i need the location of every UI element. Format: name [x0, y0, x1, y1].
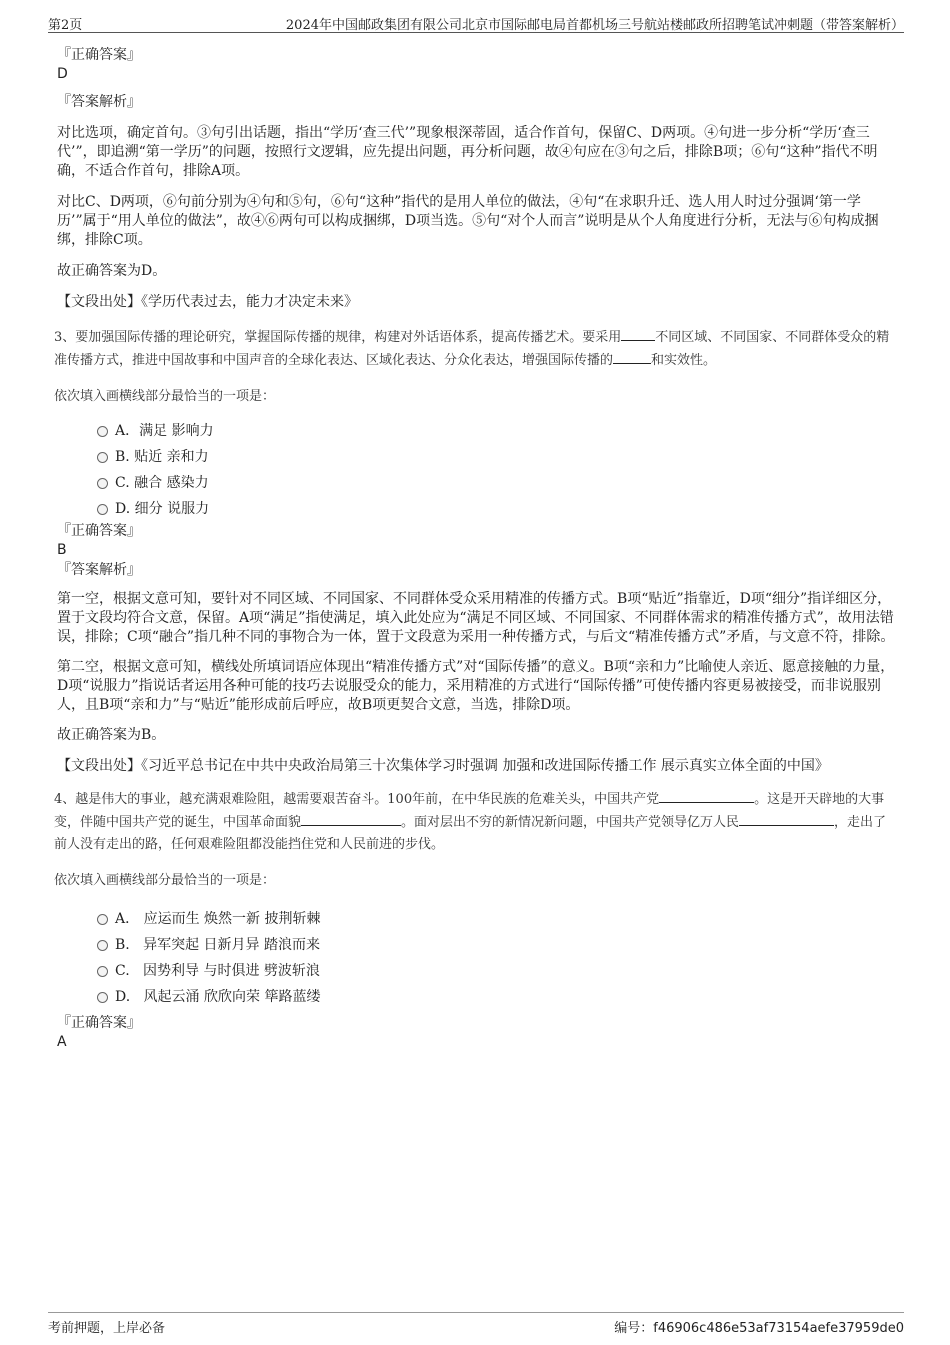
option-text: 因势利导 与时俱进 劈波斩浪	[143, 963, 320, 979]
q2-analysis-3: 故正确答案为D。	[57, 263, 167, 279]
option-key: D.	[115, 501, 131, 517]
option-key: D.	[115, 989, 131, 1005]
q2-source-text: 《学历代表过去，能力才决定未来》	[141, 294, 358, 310]
q3-source	[57, 757, 897, 776]
code-value: f46906c486e53af73154aefe37959de0	[653, 1321, 904, 1336]
radio-icon[interactable]	[97, 478, 108, 489]
q3-option-a[interactable]	[57, 418, 897, 444]
page-header	[48, 12, 904, 33]
q3-blank-1	[621, 326, 655, 341]
option-text: 异军突起 日新月异 踏浪而来	[143, 937, 321, 953]
q2-analysis-2: 对比C、D两项，⑥句前分别为④句和⑤句，⑥句“这种”指代的是用人单位的做法，④句“在求职升迁、选人用人时过分强调‘第一学历’”属于“用人单位的做法”，故④⑥两句可以构成捆绑，D项当选。⑤句“对个人而言”说明是从个人角度进行分析，无法与⑥句构成捆绑，排除C项。	[57, 194, 879, 248]
source-tag: 【文段出处】	[57, 758, 141, 774]
q4-option-a[interactable]	[57, 906, 897, 932]
correct-answer-label: 『正确答案』	[57, 523, 141, 539]
q4-option-d[interactable]	[57, 984, 897, 1010]
correct-answer-label: 『正确答案』	[57, 47, 141, 63]
q4-option-c[interactable]	[57, 958, 897, 984]
page-footer	[48, 1312, 904, 1335]
q4-blank-2	[301, 811, 401, 826]
radio-icon[interactable]	[97, 452, 108, 463]
q3-answer: B	[57, 542, 67, 558]
radio-icon[interactable]	[97, 504, 108, 515]
q4-stem-part: ，走出了前人没有走出的路，任何艰难险阻都没能挡住党和人民前进的步伐。	[54, 815, 887, 852]
q3-stem	[54, 326, 897, 372]
option-text: 贴近 亲和力	[134, 449, 209, 465]
q4-stem-part: 。面对层出不穷的新情况新问题，中国共产党领导亿万人民	[401, 815, 740, 830]
q3-stem-part: 和实效性。	[651, 353, 717, 368]
q2-source	[57, 293, 897, 312]
q2-analysis-1: 对比选项，确定首句。③句引出话题，指出“学历‘查三代’”现象根深蒂固，适合作首句，保留C、D两项。④句进一步分析“学历‘查三代’”，即追溯“第一学历”的问题，按照行文逻辑，应先提出问题，再分析问题，故④句应在③句之后，排除B项；⑥句“这种”指代不明确，不适合作首句，排除A项。	[57, 125, 878, 179]
q4-blank-1	[659, 788, 754, 803]
q3-option-c[interactable]	[57, 470, 897, 496]
option-key: B.	[115, 937, 130, 953]
q4-instruction: 依次填入画横线部分最恰当的一项是：	[54, 873, 276, 888]
option-text: 风起云涌 欣欣向荣 筚路蓝缕	[143, 989, 321, 1005]
option-key: C.	[115, 963, 130, 979]
code-label: 编号：	[614, 1321, 654, 1336]
footer-slogan: 考前押题，上岸必备	[48, 1321, 166, 1336]
option-key: C.	[115, 475, 130, 491]
q4-stem-part: 4、越是伟大的事业，越充满艰难险阻，越需要艰苦奋斗。100年前，在中华民族的危难关头，中国共产党	[54, 792, 660, 807]
q3-instruction: 依次填入画横线部分最恰当的一项是：	[54, 389, 276, 404]
analysis-label: 『答案解析』	[57, 94, 141, 110]
q4-option-b[interactable]	[57, 932, 897, 958]
option-text: 满足 影响力	[139, 423, 214, 439]
analysis-label: 『答案解析』	[57, 562, 141, 578]
q4-stem	[54, 788, 897, 856]
q3-option-b[interactable]	[57, 444, 897, 470]
q3-stem-part: 3、要加强国际传播的理论研究，掌握国际传播的规律，构建对外话语体系，提高传播艺术。要采用	[54, 330, 622, 345]
document-title: 2024年中国邮政集团有限公司北京市国际邮电局首都机场三号航站楼邮政所招聘笔试冲刺题（带答案解析）	[285, 18, 904, 33]
radio-icon[interactable]	[97, 426, 108, 437]
q3-analysis-3: 故正确答案为B。	[57, 727, 166, 743]
option-text: 应运而生 焕然一新 披荆斩棘	[143, 911, 321, 927]
option-key: A．	[115, 911, 140, 927]
q4-stem-part: 。这是开天辟地的大事变，伴随中国共产党的诞生，中国革命面貌	[54, 792, 885, 830]
option-key: A．	[115, 423, 140, 439]
option-text: 融合 感染力	[134, 475, 209, 491]
q3-analysis-2: 第二空，根据文意可知，横线处所填词语应体现出“精准传播方式”对“国际传播”的意义。B项“亲和力”比喻使人亲近、愿意接触的力量，D项“说服力”指说话者运用各种可能的技巧去说服受众的能力，采用精准的方式进行“国际传播”可使传播内容更易被接受，而非说服别人，且B项“亲和力”与“贴近”能形成前后呼应，故B项更契合文意，当选，排除D项。	[57, 659, 895, 713]
q3-source-text: 《习近平总书记在中共中央政治局第三十次集体学习时强调 加强和改进国际传播工作 展示真实立体全面的中国》	[141, 758, 829, 774]
q4-answer: A	[57, 1034, 67, 1050]
q3-analysis-1: 第一空，根据文意可知，要针对不同区域、不同国家、不同群体受众采用精准的传播方式。B项“贴近”指靠近，D项“细分”指详细区分，置于文段均符合文意，保留。A项“满足”指使满足，填入此处应为“满足不同区域、不同国家、不同群体需求的精准传播方式”，故用法错误，排除；C项“融合”指几种不同的事物合为一体，置于文段意为采用一种传播方式，与后文“精准传播方式”矛盾，与文意不符，排除。	[57, 591, 895, 645]
q4-blank-3	[739, 811, 834, 826]
correct-answer-label: 『正确答案』	[57, 1015, 141, 1031]
q3-option-d[interactable]	[57, 496, 897, 522]
q3-options	[57, 418, 897, 522]
page-number: 第2页	[48, 18, 83, 33]
radio-icon[interactable]	[97, 966, 108, 977]
radio-icon[interactable]	[97, 940, 108, 951]
q3-stem-part: 不同区域、不同国家、不同群体受众的精准传播方式，推进中国故事和中国声音的全球化表达、区域化表达、分众化表达，增强国际传播的	[54, 330, 890, 368]
source-tag: 【文段出处】	[57, 294, 141, 310]
option-key: B.	[115, 449, 130, 465]
option-text: 细分 说服力	[134, 501, 210, 517]
radio-icon[interactable]	[97, 992, 108, 1003]
document-code	[614, 1317, 904, 1336]
radio-icon[interactable]	[97, 914, 108, 925]
q2-answer: D	[57, 66, 68, 82]
q4-options	[57, 906, 897, 1010]
q3-blank-2	[613, 349, 651, 364]
main-content	[54, 46, 897, 1051]
